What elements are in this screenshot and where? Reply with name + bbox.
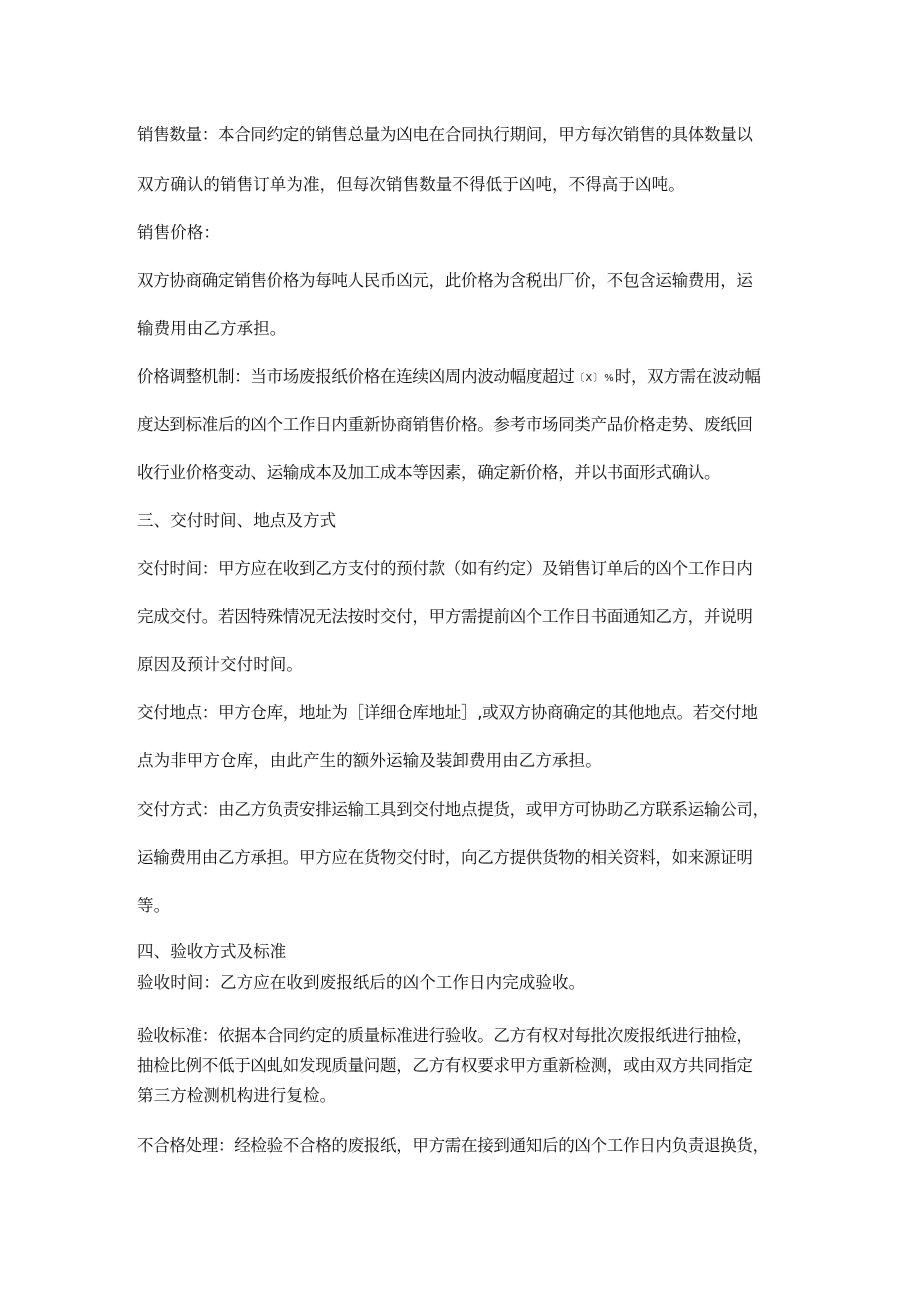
paragraph-line: 销售数量：本合同约定的销售总量为凶电在合同执行期间，甲方每次销售的具体数量以	[137, 125, 753, 144]
paragraph-line: 交付方式：由乙方负责安排运输工具到交付地点提货，或甲方可协助乙方联系运输公司，	[137, 800, 769, 819]
paragraph-line	[137, 366, 761, 390]
section-heading: 四、验收方式及标准	[137, 942, 287, 961]
section-heading: 三、交付时间、地点及方式	[137, 511, 337, 530]
paragraph-line: 完成交付。若因特殊情况无法按时交付，甲方需提前凶个工作日书面通知乙方，并说明	[137, 607, 753, 626]
paragraph-line: 抽检比例不低于凶虬如发现质量问题，乙方有权要求甲方重新检测，或由双方共同指定	[137, 1056, 753, 1075]
paragraph-line: 第三方检测机构进行复检。	[137, 1086, 337, 1105]
line-text: 价格调整机制：当市场废报纸价格在连续凶周内波动幅度超过	[137, 367, 575, 386]
paragraph-line: 收行业价格变动、运输成本及加工成本等因素，确定新价格，并以书面形式确认。	[137, 463, 721, 482]
placeholder-x: 〔X〕%	[574, 373, 615, 384]
paragraph-line: 等。	[137, 896, 171, 915]
paragraph-line: 验收标准：依据本合同约定的质量标准进行验收。乙方有权对每批次废报纸进行抽检，	[137, 1026, 753, 1045]
paragraph-line: 输费用由乙方承担。	[137, 319, 287, 338]
paragraph-line: 运输费用由乙方承担。甲方应在货物交付时，向乙方提供货物的相关资料，如来源证明	[137, 848, 753, 867]
paragraph-line: 销售价格：	[137, 223, 220, 242]
paragraph-line: 交付地点：甲方仓库，地址为［详细仓库地址］,或双方协商确定的其他地点。若交付地	[137, 703, 758, 722]
paragraph-line: 双方确认的销售订单为准，但每次销售数量不得低于凶吨，不得高于凶吨。	[137, 175, 685, 194]
paragraph-line: 验收时间：乙方应在收到废报纸后的凶个工作日内完成验收。	[137, 973, 586, 992]
paragraph-line: 不合格处理：经检验不合格的废报纸，甲方需在接到通知后的凶个工作日内负责退换货，	[137, 1136, 769, 1155]
paragraph-line: 点为非甲方仓库，由此产生的额外运输及装卸费用由乙方承担。	[137, 751, 602, 770]
paragraph-line: 原因及预计交付时间。	[137, 655, 303, 674]
paragraph-line: 度达到标准后的凶个工作日内重新协商销售价格。参考市场同类产品价格走势、废纸回	[137, 415, 753, 434]
paragraph-line: 双方协商确定销售价格为每吨人民币凶元，此价格为含税出厂价，不包含运输费用，运	[137, 271, 753, 290]
line-text: 时，双方需在波动幅	[614, 367, 761, 386]
paragraph-line: 交付时间：甲方应在收到乙方支付的预付款（如有约定）及销售订单后的凶个工作日内	[137, 559, 753, 578]
